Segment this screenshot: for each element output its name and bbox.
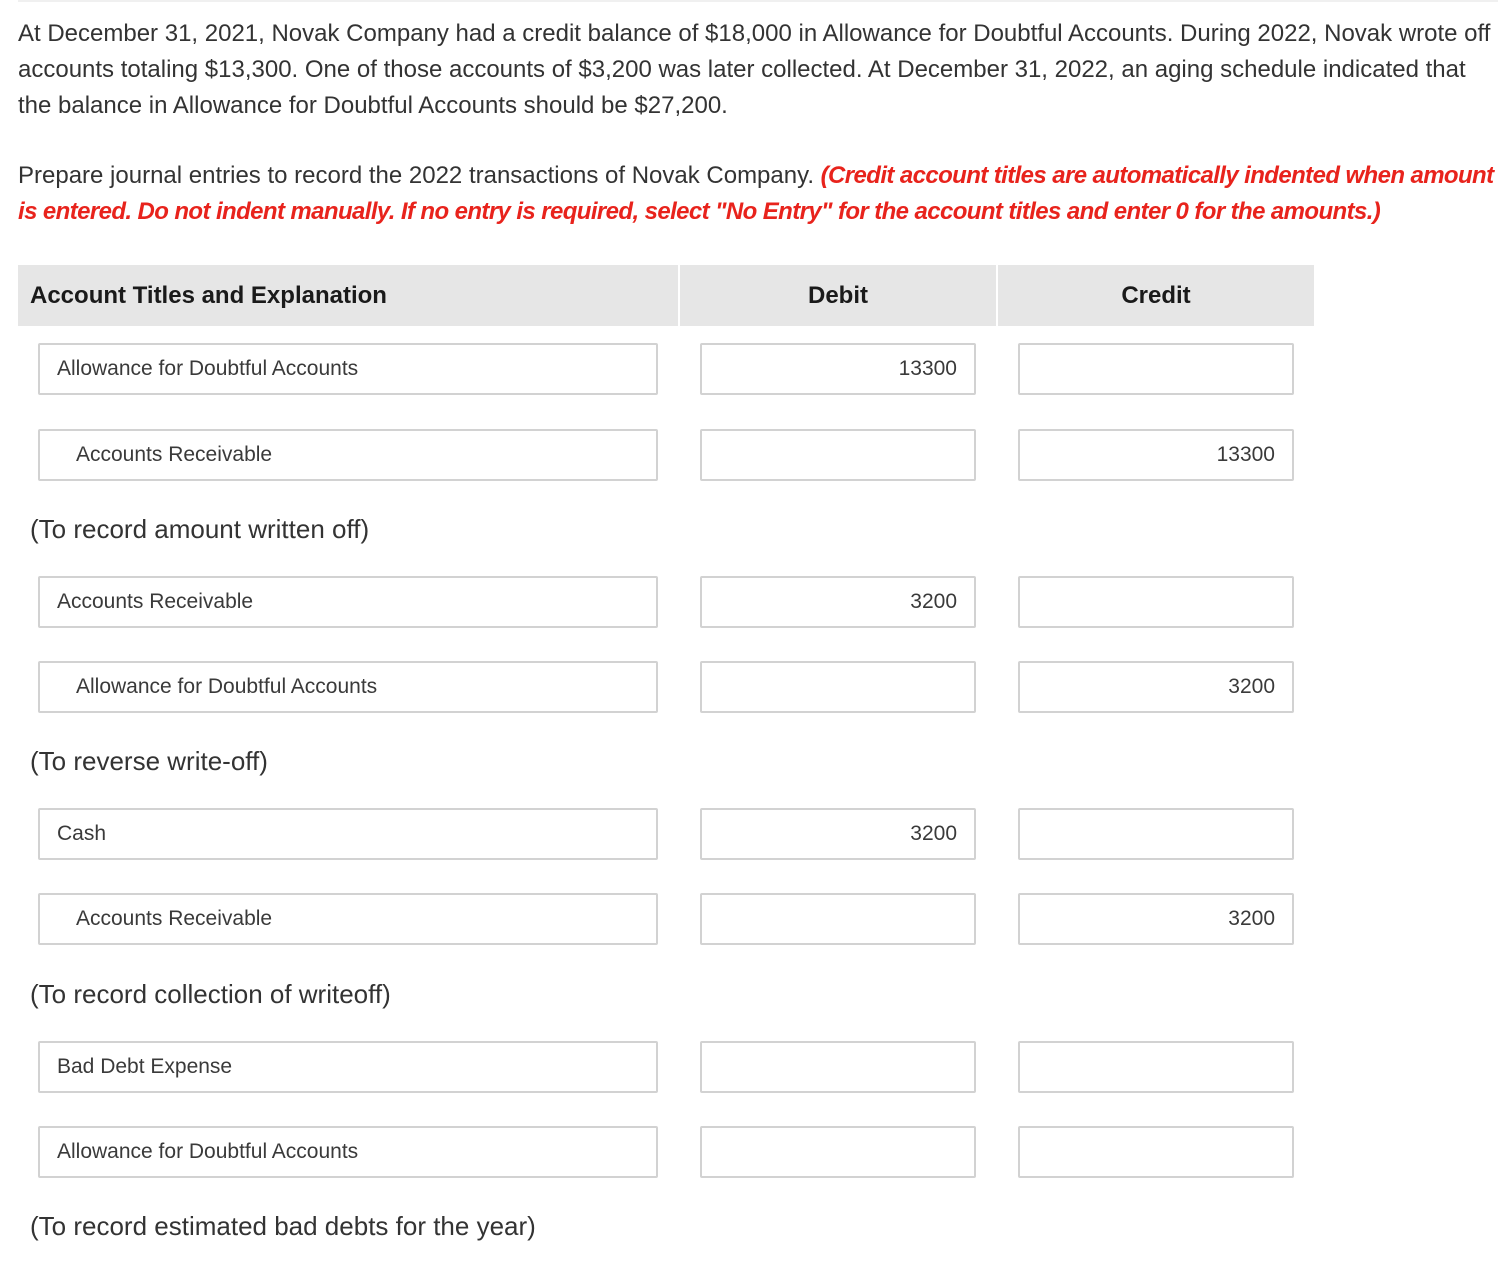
account-input[interactable]: Bad Debt Expense [38, 1041, 658, 1093]
debit-input[interactable]: 3200 [700, 576, 976, 628]
account-input[interactable]: Allowance for Doubtful Accounts [38, 661, 658, 713]
header-account-titles: Account Titles and Explanation [30, 282, 387, 309]
credit-input[interactable] [1018, 343, 1294, 395]
debit-input[interactable] [700, 429, 976, 481]
header-credit: Credit [996, 265, 1314, 326]
credit-input[interactable] [1018, 808, 1294, 860]
problem-statement: At December 31, 2021, Novak Company had a credit balance of $18,000 in Allowance for Doubtful Accounts. During 2022, Novak wrote off accounts totaling $13,300. One of those accounts of $3,200 was later collected. At December 31, 2022, an aging schedule indicated that the balance in Allowance for Doubtful Accounts should be $27,200. [18, 20, 1491, 119]
entry-explanation: (To record amount written off) [30, 514, 370, 544]
debit-input[interactable] [700, 893, 976, 945]
debit-input[interactable]: 3200 [700, 808, 976, 860]
account-input[interactable]: Accounts Receivable [38, 576, 658, 628]
debit-input[interactable] [700, 1041, 976, 1093]
credit-input[interactable]: 3200 [1018, 661, 1294, 713]
debit-input[interactable] [700, 1126, 976, 1178]
entry-explanation: (To record collection of writeoff) [30, 979, 391, 1009]
entry-explanation: (To reverse write-off) [30, 746, 268, 776]
credit-input[interactable] [1018, 1126, 1294, 1178]
instructions-text: Prepare journal entries to record the 2022 transactions of Novak Company. [18, 162, 814, 189]
account-input[interactable]: Allowance for Doubtful Accounts [38, 1126, 658, 1178]
account-input[interactable]: Cash [38, 808, 658, 860]
credit-input[interactable] [1018, 576, 1294, 628]
debit-input[interactable]: 13300 [700, 343, 976, 395]
top-divider [18, 0, 1498, 2]
account-input[interactable]: Allowance for Doubtful Accounts [38, 343, 658, 395]
debit-input[interactable] [700, 661, 976, 713]
credit-input[interactable]: 3200 [1018, 893, 1294, 945]
instructions [18, 158, 1498, 230]
credit-input[interactable] [1018, 1041, 1294, 1093]
account-input[interactable]: Accounts Receivable [38, 893, 658, 945]
entry-explanation: (To record estimated bad debts for the year) [30, 1211, 536, 1241]
account-input[interactable]: Accounts Receivable [38, 429, 658, 481]
instructions-note: (Credit account titles are automatically indented when amount is entered. Do not indent manually. If no entry is required, select "No Entry" for the account titles and enter 0 for the amounts.) [18, 162, 1494, 225]
header-debit: Debit [678, 265, 996, 326]
credit-input[interactable]: 13300 [1018, 429, 1294, 481]
journal-table-header [18, 265, 1314, 326]
